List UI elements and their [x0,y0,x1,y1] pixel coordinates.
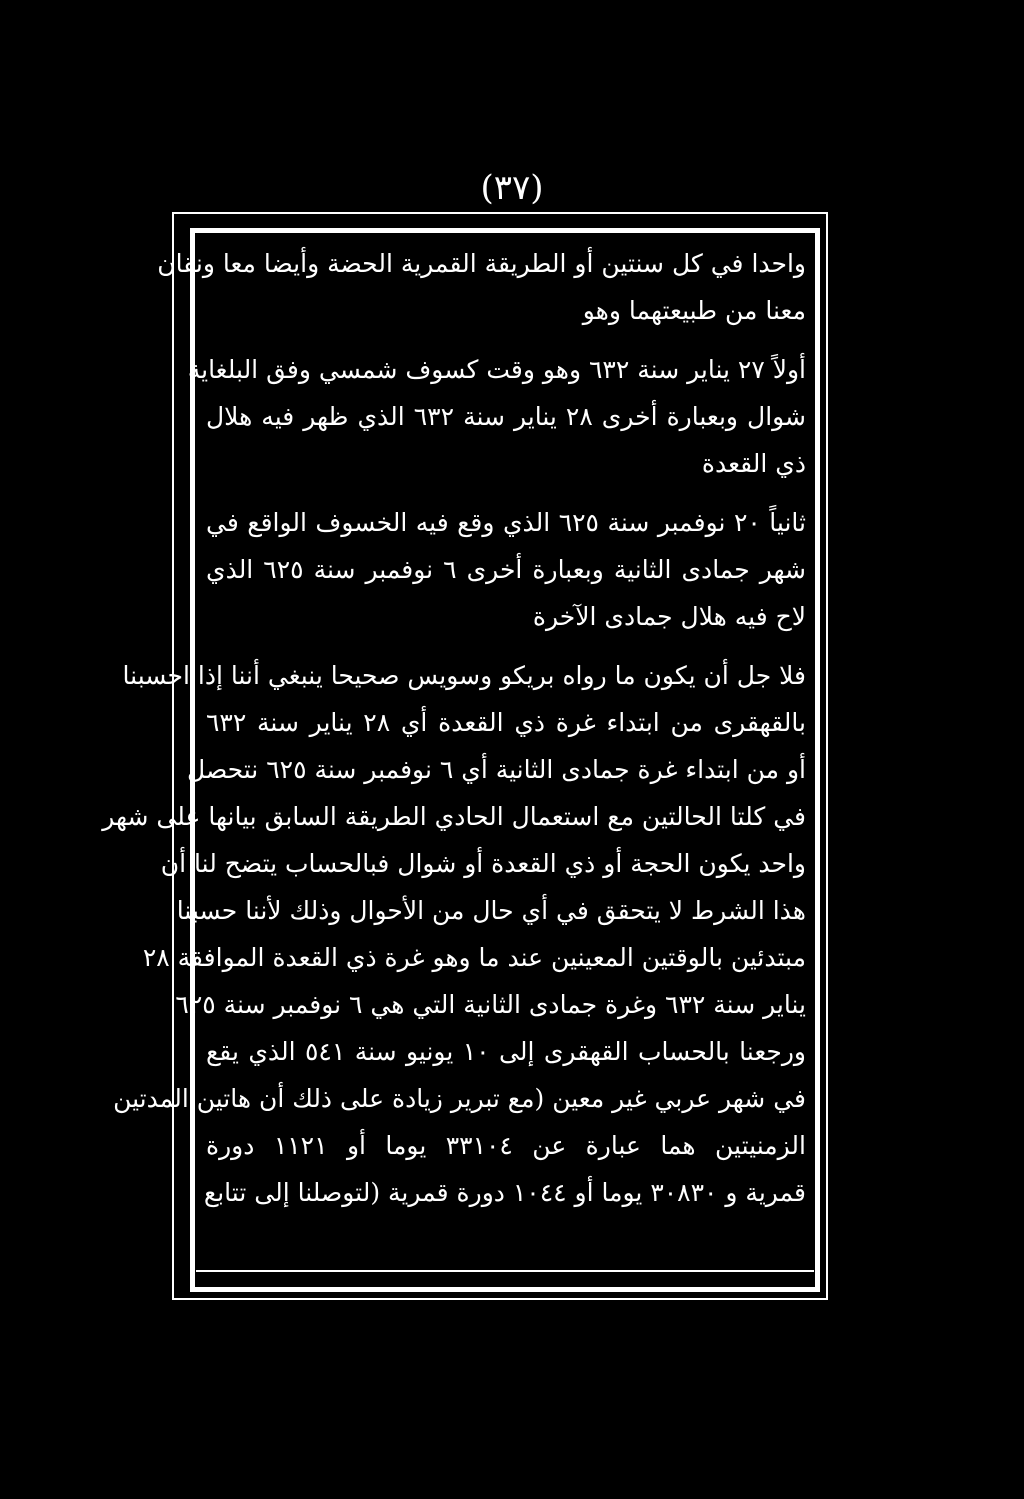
page-number: (٣٧) [480,168,544,208]
text-line: شوال وبعبارة أخرى ٢٨ يناير سنة ٦٣٢ الذي ظهر فيه هلال [206,402,807,431]
text-line: بالقهقرى من ابتداء غرة ذي القعدة أي ٢٨ يناير سنة ٦٣٢ [206,708,806,737]
paragraph-intro [157,240,806,334]
text-line: معنا من طبيعتهما وهو [582,296,806,325]
text-line: هذا الشرط لا يتحقق في أي حال من الأحوال وذلك لأننا حسبنا [176,896,806,925]
text-line: شهر جمادى الثانية وبعبارة أخرى ٦ نوفمبر سنة ٦٢٥ الذي [206,555,806,584]
text-line: لاح فيه هلال جمادى الآخرة [532,602,806,631]
text-line: قمرية و ٣٠٨٣٠ يوما أو ١٠٤٤ دورة قمرية (لتوصلنا إلى تتابع [203,1178,806,1207]
text-line: فلا جل أن يكون ما رواه بريكو وسويس صحيحا ينبغي أننا إذا احسبنا [122,661,806,690]
text-line: واحد يكون الحجة أو ذي القعدة أو شوال فبالحساب يتضح لنا أن [160,849,806,878]
text-line: ذي القعدة [701,449,806,478]
text-block [102,240,807,1216]
paragraph-second [206,499,806,640]
paragraph-first [187,346,807,487]
text-line: يناير سنة ٦٣٢ وغرة جمادى الثانية التي هي ٦ نوفمبر سنة ٦٢٥ [175,990,806,1019]
paragraph-main [102,652,806,1216]
text-line: في كلتا الحالتين مع استعمال الحادي الطريقة السابق بيانها على شهر [102,802,806,831]
text-line: ثانياً ٢٠ نوفمبر سنة ٦٢٥ الذي وقع فيه الخسوف الواقع في [206,508,806,537]
frame-bottom-rule [196,1270,814,1272]
text-line: ورجعنا بالحساب القهقرى إلى ١٠ يونيو سنة ٥٤١ الذي يقع [206,1037,806,1066]
text-line: في شهر عربي غير معين (مع تبرير زيادة على ذلك أن هاتين المدتين [113,1084,806,1113]
text-line: الزمنيتين هما عبارة عن ٣٣١٠٤ يوما أو ١١٢١ دورة [206,1131,806,1160]
text-line: واحدا في كل سنتين أو الطريقة القمرية الحضة وأيضا معا ونقان [157,249,806,278]
text-line: أو من ابتداء غرة جمادى الثانية أي ٦ نوفمبر سنة ٦٢٥ نتحصل [187,755,806,784]
text-line: أولاً ٢٧ يناير سنة ٦٣٢ وهو وقت كسوف شمسي وفق البلغاية [187,355,806,384]
text-line: مبتدئين بالوقتين المعينين عند ما وهو غرة ذي القعدة الموافقة ٢٨ [142,943,806,972]
